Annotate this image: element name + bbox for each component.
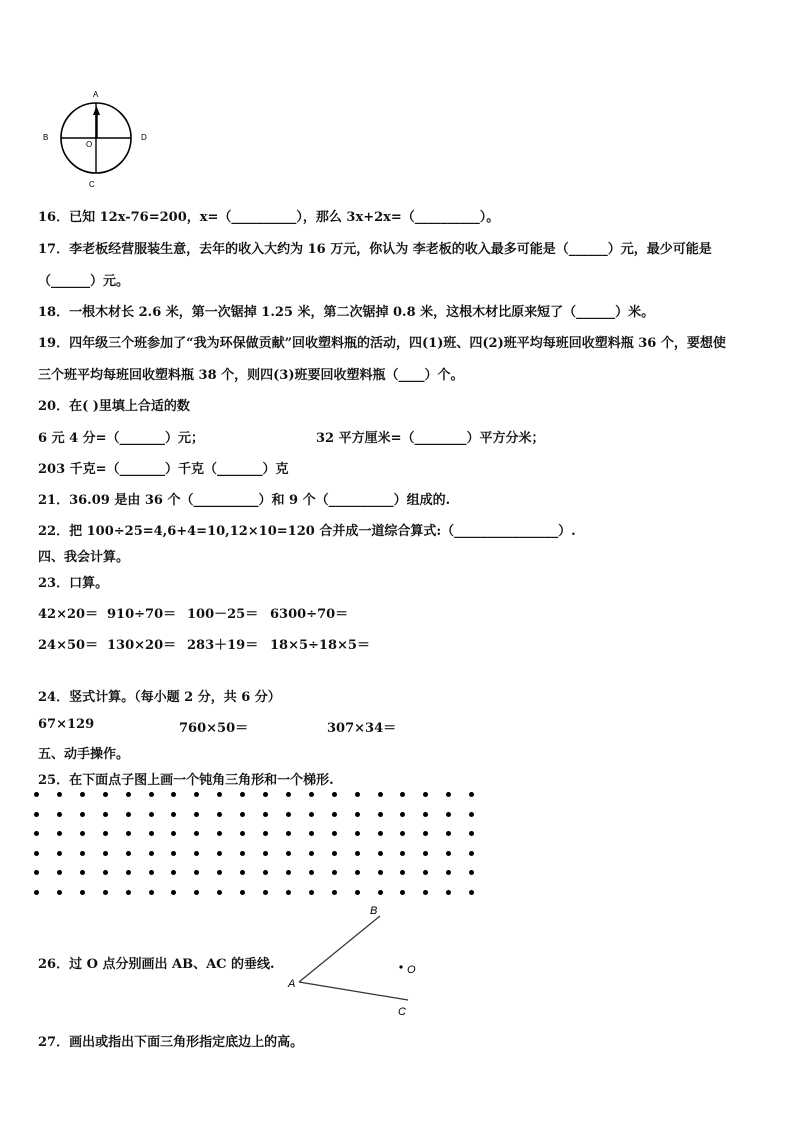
grid-dot[interactable]: [103, 870, 108, 875]
grid-dot[interactable]: [332, 792, 337, 797]
compass-label-c: C: [89, 180, 95, 189]
grid-dot[interactable]: [332, 831, 337, 836]
question-20-part-b: 32 平方厘米=（________）平方分米；: [316, 431, 545, 446]
grid-dot[interactable]: [446, 831, 451, 836]
grid-dot[interactable]: [149, 812, 154, 817]
compass-arrow-head: [93, 106, 100, 115]
grid-dot[interactable]: [332, 851, 337, 856]
grid-dot[interactable]: [423, 890, 428, 895]
grid-dot[interactable]: [217, 812, 222, 817]
grid-dot[interactable]: [378, 812, 383, 817]
question-17-line2: （______）元。: [38, 274, 130, 289]
question-20: 20．在( )里填上合适的数: [38, 399, 190, 414]
question-17-line1: 17．李老板经营服装生意，去年的收入大约为 16 万元，你认为 李老板的收入最多可能是（______）元，最少可能是: [38, 242, 712, 257]
grid-dot[interactable]: [309, 792, 314, 797]
label-o: O: [407, 964, 416, 976]
grid-dot[interactable]: [34, 890, 39, 895]
grid-dot[interactable]: [355, 812, 360, 817]
grid-dot[interactable]: [309, 851, 314, 856]
grid-dot[interactable]: [103, 851, 108, 856]
grid-dot[interactable]: [57, 812, 62, 817]
grid-dot[interactable]: [469, 890, 474, 895]
grid-dot[interactable]: [286, 890, 291, 895]
grid-dot[interactable]: [469, 792, 474, 797]
vertical-calc-3: 307×34＝: [327, 721, 397, 736]
vertical-calc-2: 760×50＝: [179, 721, 249, 736]
grid-dot[interactable]: [378, 831, 383, 836]
grid-dot[interactable]: [171, 812, 176, 817]
grid-dot[interactable]: [286, 812, 291, 817]
grid-dot[interactable]: [332, 812, 337, 817]
grid-dot[interactable]: [171, 831, 176, 836]
oral-calc-1-2: 910÷70＝: [107, 607, 177, 622]
oral-calc-2-1: 24×50＝: [38, 638, 99, 653]
grid-dot[interactable]: [80, 831, 85, 836]
grid-dot[interactable]: [400, 870, 405, 875]
grid-dot[interactable]: [263, 851, 268, 856]
oral-calc-1-4: 6300÷70＝: [270, 607, 349, 622]
grid-dot[interactable]: [34, 792, 39, 797]
grid-dot[interactable]: [171, 792, 176, 797]
grid-dot[interactable]: [400, 792, 405, 797]
grid-dot[interactable]: [80, 870, 85, 875]
label-b: B: [370, 905, 378, 917]
grid-dot[interactable]: [126, 792, 131, 797]
oral-calc-2-2: 130×20＝: [107, 638, 177, 653]
grid-dot[interactable]: [57, 792, 62, 797]
label-c: C: [398, 1006, 406, 1018]
grid-dot[interactable]: [378, 792, 383, 797]
grid-dot[interactable]: [400, 812, 405, 817]
grid-dot[interactable]: [400, 851, 405, 856]
grid-dot[interactable]: [240, 831, 245, 836]
grid-dot[interactable]: [80, 792, 85, 797]
grid-dot[interactable]: [217, 851, 222, 856]
oral-calc-2-3: 283＋19＝: [187, 638, 259, 653]
grid-dot[interactable]: [355, 851, 360, 856]
grid-dot[interactable]: [263, 870, 268, 875]
grid-dot[interactable]: [149, 831, 154, 836]
angle-figure: [284, 900, 424, 1022]
grid-dot[interactable]: [149, 870, 154, 875]
question-18: 18．一根木材长 2.6 米，第一次锯掉 1.25 米，第二次锯掉 0.8 米，这根木材比原来短了（______）米。: [38, 305, 655, 320]
grid-dot[interactable]: [446, 851, 451, 856]
grid-dot[interactable]: [194, 890, 199, 895]
grid-dot[interactable]: [355, 831, 360, 836]
grid-dot[interactable]: [309, 812, 314, 817]
compass-label-d: D: [141, 133, 147, 142]
grid-dot[interactable]: [126, 831, 131, 836]
grid-dot[interactable]: [309, 870, 314, 875]
grid-dot[interactable]: [423, 812, 428, 817]
dot-grid[interactable]: [34, 792, 494, 896]
question-19-line1: 19．四年级三个班参加了“我为环保做贡献”回收塑料瓶的活动，四(1)班、四(2)班平均每班回收塑料瓶 36 个，要想使: [38, 336, 726, 351]
grid-dot[interactable]: [149, 851, 154, 856]
question-25: 25．在下面点子图上画一个钝角三角形和一个梯形.: [38, 773, 334, 788]
ray-ac: [299, 982, 408, 1000]
grid-dot[interactable]: [423, 851, 428, 856]
grid-dot[interactable]: [126, 812, 131, 817]
grid-dot[interactable]: [240, 890, 245, 895]
question-27: 27．画出或指出下面三角形指定底边上的高。: [38, 1035, 304, 1050]
grid-dot[interactable]: [355, 870, 360, 875]
grid-dot[interactable]: [217, 792, 222, 797]
grid-dot[interactable]: [57, 831, 62, 836]
grid-dot[interactable]: [103, 792, 108, 797]
question-20-part-c: 203 千克=（_______）千克（_______）克: [38, 462, 289, 477]
grid-dot[interactable]: [171, 870, 176, 875]
grid-dot[interactable]: [378, 890, 383, 895]
ray-ab: [299, 916, 380, 982]
grid-dot[interactable]: [171, 851, 176, 856]
grid-dot[interactable]: [194, 851, 199, 856]
grid-dot[interactable]: [57, 851, 62, 856]
grid-dot[interactable]: [378, 870, 383, 875]
grid-dot[interactable]: [194, 792, 199, 797]
section-5-heading: 五、动手操作。: [38, 747, 130, 762]
grid-dot[interactable]: [423, 870, 428, 875]
question-21: 21．36.09 是由 36 个（__________）和 9 个（__________）组成的.: [38, 493, 451, 508]
question-24: 24．竖式计算。（每小题 2 分，共 6 分）: [38, 690, 281, 705]
grid-dot[interactable]: [171, 890, 176, 895]
grid-dot[interactable]: [309, 831, 314, 836]
grid-dot[interactable]: [332, 870, 337, 875]
grid-dot[interactable]: [286, 831, 291, 836]
grid-dot[interactable]: [286, 792, 291, 797]
grid-dot[interactable]: [57, 890, 62, 895]
grid-dot[interactable]: [355, 792, 360, 797]
grid-dot[interactable]: [194, 870, 199, 875]
grid-dot[interactable]: [263, 792, 268, 797]
grid-dot[interactable]: [469, 812, 474, 817]
compass-label-o: O: [86, 140, 93, 149]
grid-dot[interactable]: [240, 812, 245, 817]
grid-dot[interactable]: [446, 890, 451, 895]
grid-dot[interactable]: [34, 870, 39, 875]
grid-dot[interactable]: [240, 870, 245, 875]
grid-dot[interactable]: [126, 890, 131, 895]
compass-label-a: A: [93, 90, 99, 99]
grid-dot[interactable]: [80, 851, 85, 856]
question-20-part-a: 6 元 4 分=（_______）元；: [38, 431, 205, 446]
grid-dot[interactable]: [240, 851, 245, 856]
grid-dot[interactable]: [423, 831, 428, 836]
grid-dot[interactable]: [423, 792, 428, 797]
grid-dot[interactable]: [469, 870, 474, 875]
grid-dot[interactable]: [34, 831, 39, 836]
grid-dot[interactable]: [469, 851, 474, 856]
question-19-line2: 三个班平均每班回收塑料瓶 38 个，则四(3)班要回收塑料瓶（____）个。: [38, 368, 464, 383]
grid-dot[interactable]: [286, 870, 291, 875]
compass-label-b: B: [43, 133, 49, 142]
grid-dot[interactable]: [126, 870, 131, 875]
grid-dot[interactable]: [80, 890, 85, 895]
grid-dot[interactable]: [355, 890, 360, 895]
question-26: 26．过 O 点分别画出 AB、AC 的垂线.: [38, 957, 275, 972]
grid-dot[interactable]: [332, 890, 337, 895]
grid-dot[interactable]: [286, 851, 291, 856]
vertical-calc-1: 67×129: [38, 717, 95, 732]
grid-dot[interactable]: [263, 812, 268, 817]
grid-dot[interactable]: [469, 831, 474, 836]
grid-dot[interactable]: [400, 831, 405, 836]
grid-dot[interactable]: [194, 831, 199, 836]
grid-dot[interactable]: [446, 812, 451, 817]
grid-dot[interactable]: [309, 890, 314, 895]
question-16: 16．已知 12x-76=200，x=（__________），那么 3x+2x=（__________）。: [38, 210, 500, 225]
grid-dot[interactable]: [446, 870, 451, 875]
question-23: 23．口算。: [38, 576, 109, 591]
grid-dot[interactable]: [263, 831, 268, 836]
grid-dot[interactable]: [217, 831, 222, 836]
grid-dot[interactable]: [149, 890, 154, 895]
grid-dot[interactable]: [126, 851, 131, 856]
grid-dot[interactable]: [103, 812, 108, 817]
grid-dot[interactable]: [34, 851, 39, 856]
section-4-heading: 四、我会计算。: [38, 550, 130, 565]
grid-dot[interactable]: [263, 890, 268, 895]
grid-dot[interactable]: [194, 812, 199, 817]
grid-dot[interactable]: [34, 812, 39, 817]
grid-dot[interactable]: [217, 870, 222, 875]
compass-figure: [38, 86, 158, 192]
label-a: A: [288, 978, 296, 990]
grid-dot[interactable]: [400, 890, 405, 895]
grid-dot[interactable]: [446, 792, 451, 797]
grid-dot[interactable]: [240, 792, 245, 797]
grid-dot[interactable]: [217, 890, 222, 895]
grid-dot[interactable]: [80, 812, 85, 817]
oral-calc-2-4: 18×5÷18×5＝: [270, 638, 370, 653]
oral-calc-1-1: 42×20＝: [38, 607, 99, 622]
grid-dot[interactable]: [149, 792, 154, 797]
question-22: 22．把 100÷25=4,6+4=10,12×10=120 合并成一道综合算式:（________________）.: [38, 524, 576, 539]
point-o: [399, 965, 402, 968]
grid-dot[interactable]: [103, 890, 108, 895]
grid-dot[interactable]: [378, 851, 383, 856]
grid-dot[interactable]: [103, 831, 108, 836]
grid-dot[interactable]: [57, 870, 62, 875]
oral-calc-1-3: 100－25＝: [187, 607, 259, 622]
